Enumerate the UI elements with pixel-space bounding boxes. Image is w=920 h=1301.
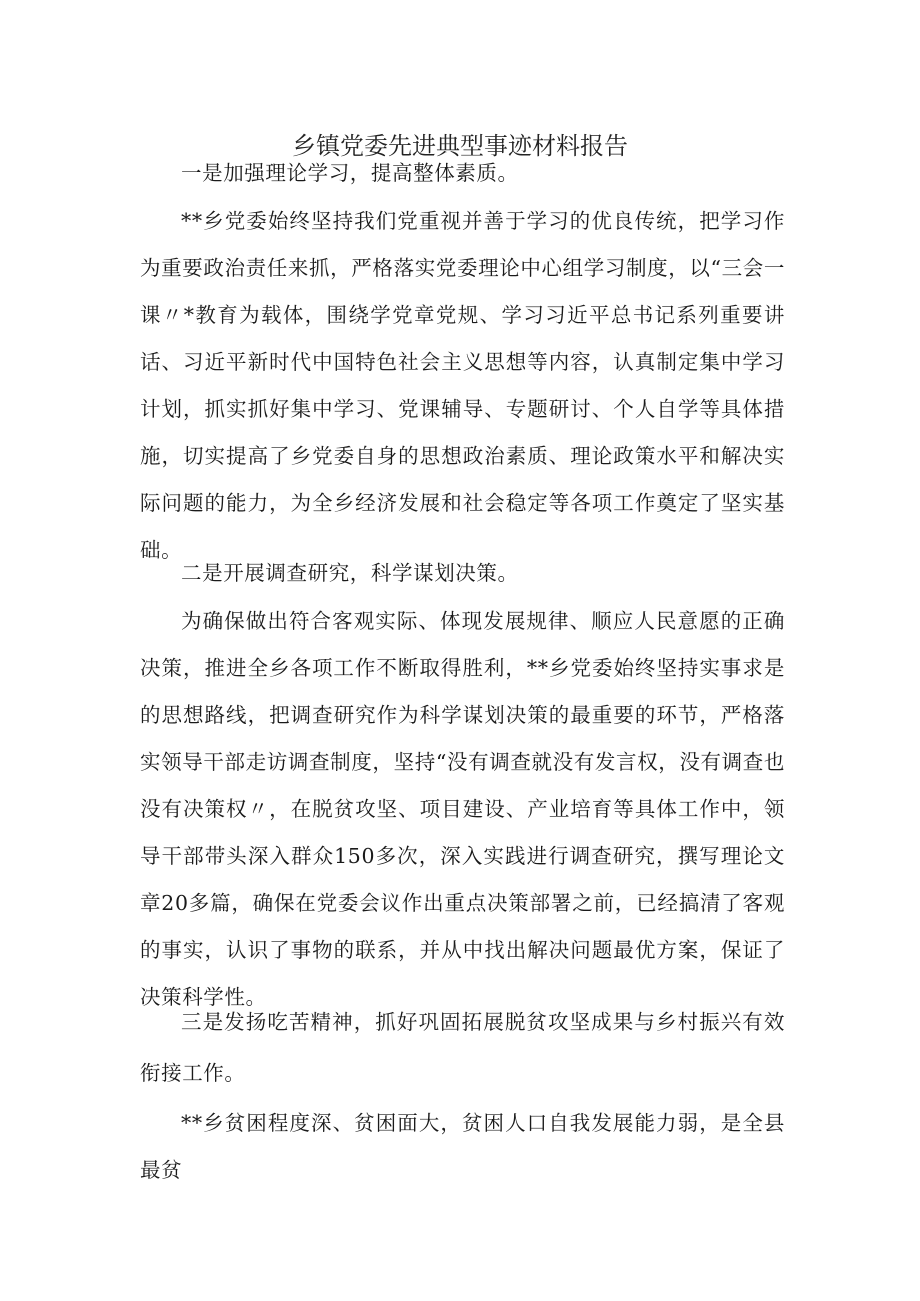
document-title: 乡镇党委先进典型事迹材料报告	[292, 132, 628, 160]
section-1-heading: 一是加强理论学习，提高整体素质。	[181, 161, 519, 185]
section-3-heading: 三是发扬吃苦精神，抓好巩固拓展脱贫攻坚成果与乡村振兴有效衔接工作。	[140, 1010, 785, 1085]
section-2-body: 为确保做出符合客观实际、体现发展规律、顺应人民意愿的正确决策，推进全乡各项工作不断取得胜利，**乡党委始终坚持实事求是的思想路线，把调查研究作为科学谋划决策的最重要的环节，严格落实领导干部走访调查制度，坚持“没有调查就没有发言权，没有调查也没有决策权〃，在脱贫攻坚、项目建设、产业培育等具体工作中，领导干部带头深入群众150多次，深入实践进行调查研究，撰写理论文章20多篇，确保在党委会议作出重点决策部署之前，已经搞清了客观的事实，认识了事物的联系，并从中找出解决问题最优方案，保证了决策科学性。	[140, 609, 785, 1009]
section-3-body: **乡贫困程度深、贫困面大，贫困人口自我发展能力弱，是全县最贫	[140, 1111, 785, 1182]
section-2-heading: 二是开展调查研究，科学谋划决策。	[181, 561, 519, 585]
section-1-body: **乡党委始终坚持我们党重视并善于学习的优良传统，把学习作为重要政治责任来抓，严格落实党委理论中心组学习制度，以“三会一课〃*教育为载体，围绕学党章党规、学习习近平总书记系列重要讲话、习近平新时代中国特色社会主义思想等内容，认真制定集中学习计划，抓实抓好集中学习、党课辅导、专题研讨、个人自学等具体措施，切实提高了乡党委自身的思想政治素质、理论政策水平和解决实际问题的能力，为全乡经济发展和社会稳定等各项工作奠定了坚实基础。	[140, 209, 785, 562]
